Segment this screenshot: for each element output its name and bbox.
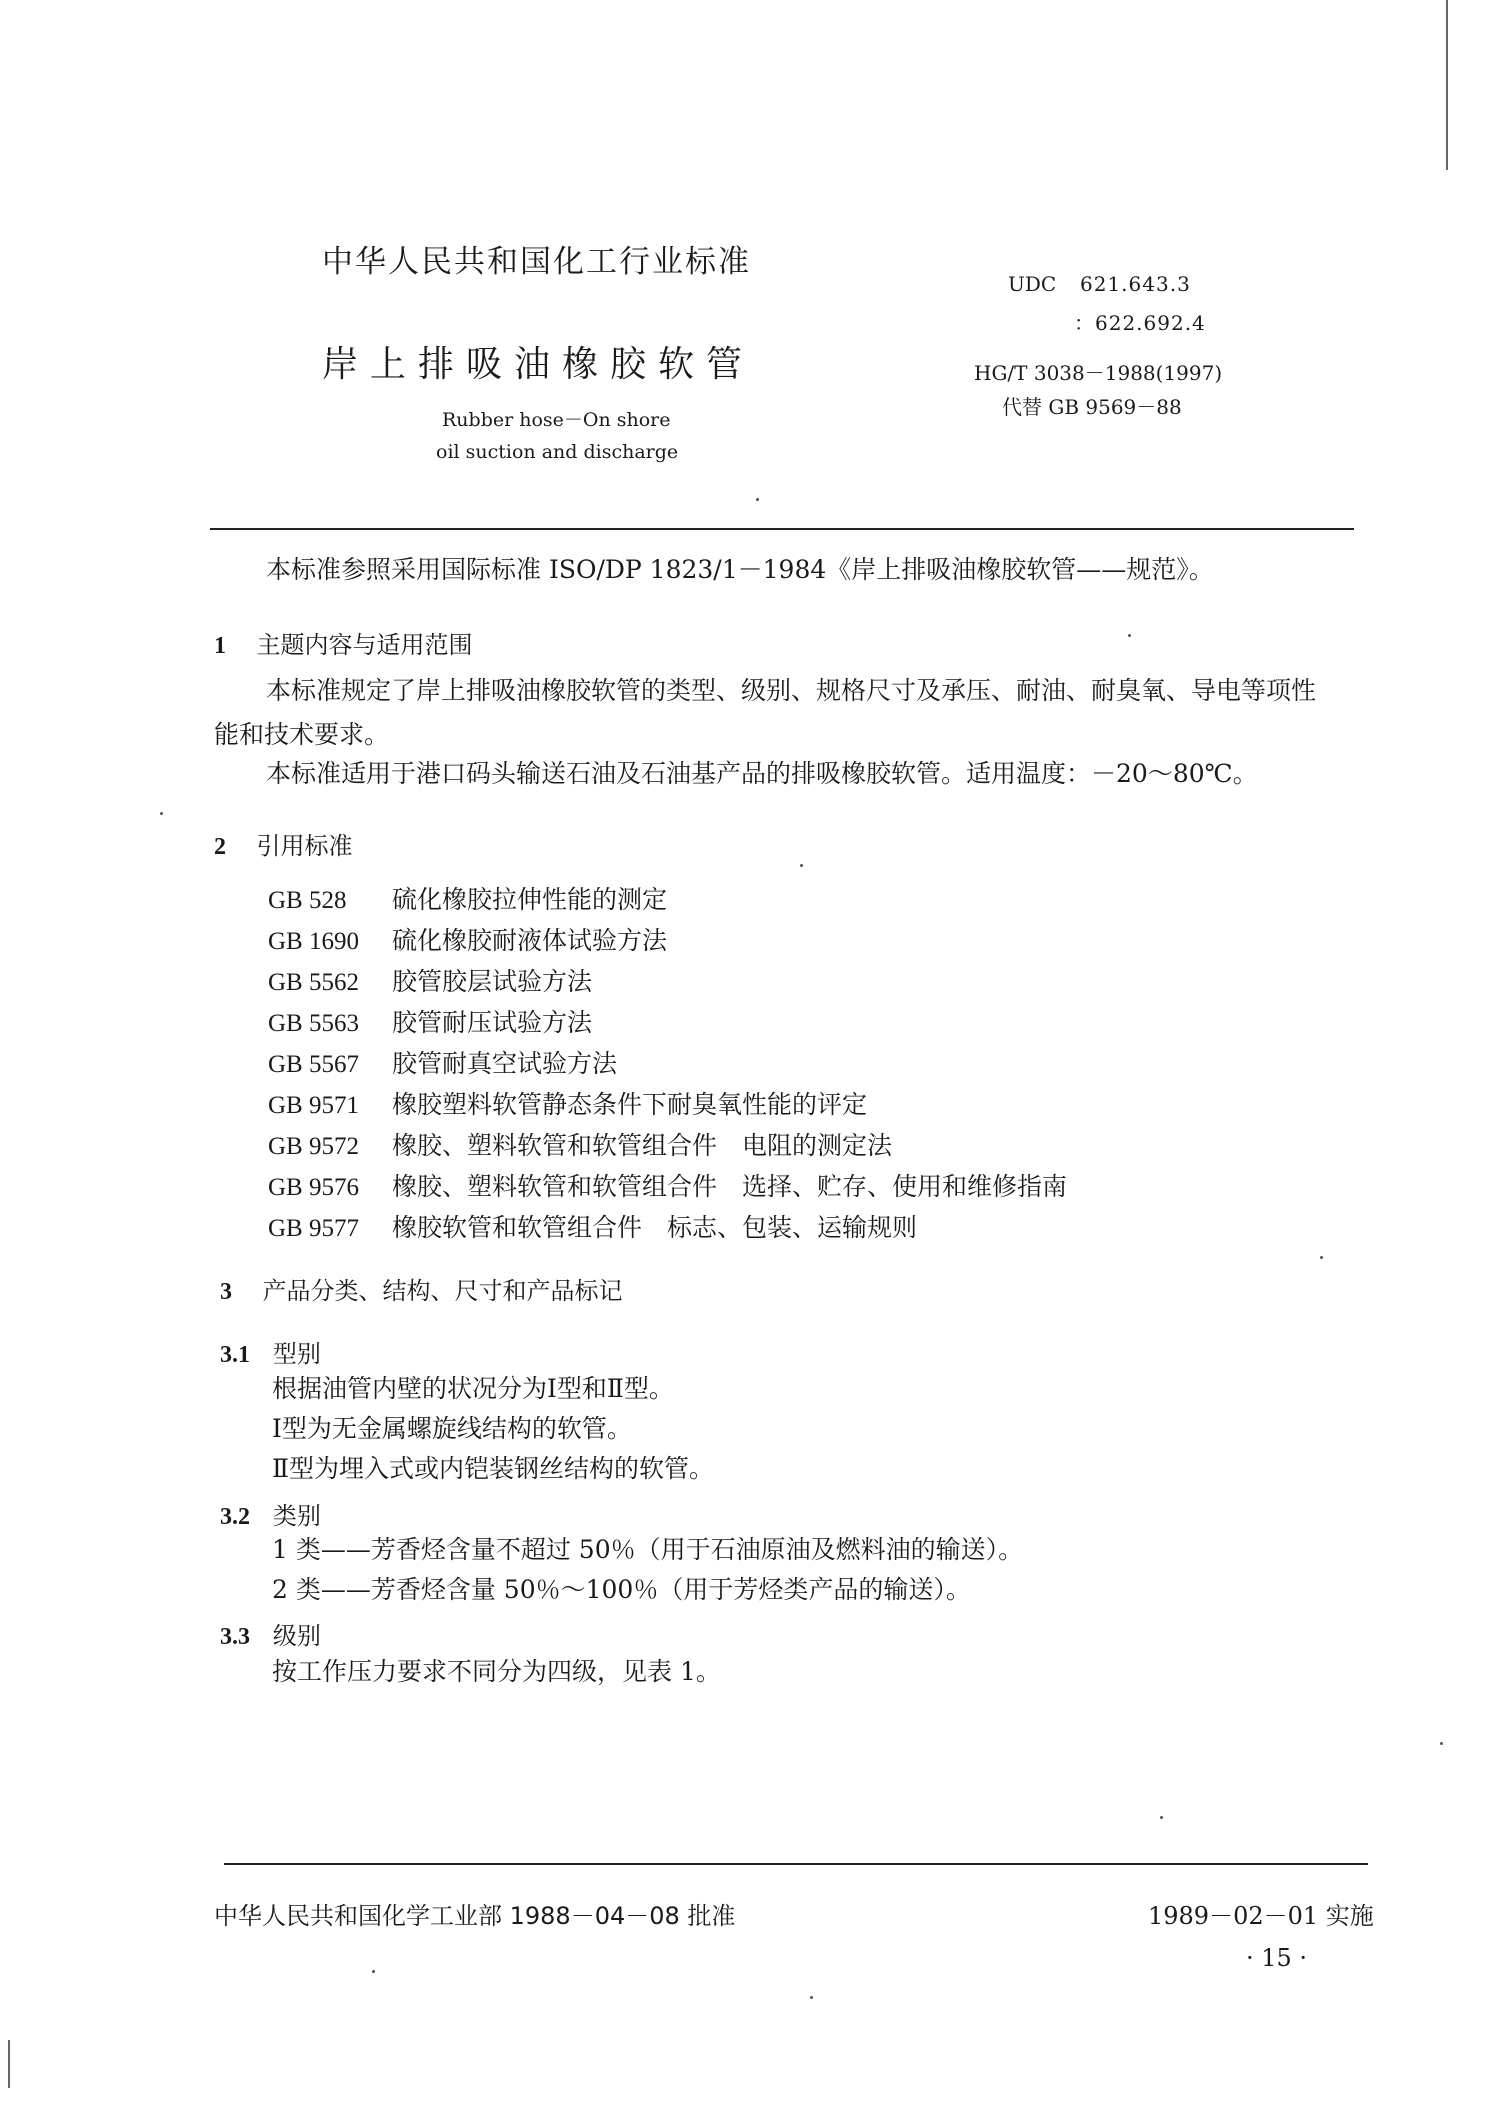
scan-edge-mark: [1446, 0, 1448, 170]
reference-title: 胶管耐压试验方法: [392, 1008, 593, 1037]
subsection-3-2-line: 1 类——芳香烃含量不超过 50％（用于石油原油及燃料油的输送）。: [272, 1535, 1024, 1564]
section-1-title: 主题内容与适用范围: [256, 631, 473, 659]
reference-item: [268, 962, 592, 998]
header-divider: [210, 528, 1354, 530]
reference-item: [268, 880, 667, 916]
scan-speck: [1440, 1742, 1443, 1745]
scan-speck: [756, 498, 759, 501]
scan-speck: [800, 864, 803, 867]
issuing-body: 中华人民共和国化工行业标准: [322, 244, 751, 280]
english-title-line1: Rubber hose－On shore: [442, 409, 671, 431]
reference-item: [268, 1003, 592, 1039]
reference-title: 胶管耐真空试验方法: [392, 1049, 618, 1078]
subsection-3-2-line: 2 类——芳香烃含量 50％～100％（用于芳烃类产品的输送）。: [272, 1575, 971, 1604]
udc-value-2: ：622.692.4: [1074, 311, 1206, 335]
section-1-number: 1: [214, 633, 226, 659]
section-2-title: 引用标准: [256, 832, 353, 860]
subsection-3-1-line: 根据油管内壁的状况分为Ⅰ型和Ⅱ型。: [272, 1374, 674, 1403]
reference-code: GB 5563: [268, 1010, 359, 1037]
section-3-title: 产品分类、结构、尺寸和产品标记: [262, 1277, 623, 1305]
subsection-3-1-number: 3.1: [220, 1342, 250, 1368]
subsection-3-1-title: 型别: [272, 1340, 321, 1368]
reference-title: 橡胶塑料软管静态条件下耐臭氧性能的评定: [392, 1090, 868, 1119]
section-1-para-1-line-2: 能和技术要求。: [214, 720, 390, 749]
subsection-3-3-title: 级别: [272, 1622, 321, 1650]
reference-title: 硫化橡胶耐液体试验方法: [392, 926, 668, 955]
reference-code: GB 9576: [268, 1174, 359, 1201]
reference-title: 橡胶、塑料软管和软管组合件 选择、贮存、使用和维修指南: [392, 1172, 1068, 1201]
reference-item: [268, 1167, 1067, 1203]
subsection-3-2-heading: [220, 1496, 321, 1531]
subsection-3-3-heading: [220, 1616, 321, 1651]
section-1-para-1-line-1: 本标准规定了岸上排吸油橡胶软管的类型、级别、规格尺寸及承压、耐油、耐臭氧、导电等项性: [266, 676, 1317, 705]
document-title: 岸上排吸油橡胶软管: [322, 344, 755, 385]
page-number: · 15 ·: [1246, 1944, 1308, 1972]
subsection-3-1-line: Ⅱ型为埋入式或内铠装钢丝结构的软管。: [272, 1454, 714, 1483]
intro-paragraph: 本标准参照采用国际标准 ISO/DP 1823/1－1984《岸上排吸油橡胶软管——规范》。: [266, 555, 1214, 584]
standard-code: HG/T 3038－1988(1997): [974, 361, 1223, 385]
subsection-3-2-number: 3.2: [220, 1504, 250, 1530]
reference-title: 橡胶软管和软管组合件 标志、包装、运输规则: [392, 1213, 918, 1242]
section-2-number: 2: [214, 834, 226, 860]
replaces-standard: 代替 GB 9569－88: [1002, 395, 1182, 419]
reference-item: [268, 1044, 617, 1080]
subsection-3-3-line: 按工作压力要求不同分为四级，见表 1。: [272, 1657, 721, 1686]
approval-line: 中华人民共和国化学工业部 1988－04－08 批准: [214, 1902, 736, 1930]
reference-code: GB 9571: [268, 1092, 359, 1119]
udc-label: UDC: [1008, 272, 1057, 296]
udc-value-1: 621.643.3: [1080, 272, 1191, 296]
subsection-3-3-number: 3.3: [220, 1624, 250, 1650]
scan-edge-mark: [8, 2040, 10, 2088]
effective-date: 1989－02－01 实施: [1148, 1902, 1374, 1930]
subsection-3-1-line: Ⅰ型为无金属螺旋线结构的软管。: [272, 1414, 632, 1443]
section-2-heading: [214, 826, 353, 861]
reference-title: 胶管胶层试验方法: [392, 967, 593, 996]
reference-code: GB 9577: [268, 1215, 359, 1242]
section-3-heading: [220, 1271, 623, 1306]
scan-speck: [1128, 634, 1131, 637]
reference-item: [268, 921, 667, 957]
section-3-number: 3: [220, 1279, 232, 1305]
reference-title: 硫化橡胶拉伸性能的测定: [392, 885, 668, 914]
section-1-heading: [214, 625, 473, 660]
scan-speck: [1320, 1256, 1323, 1259]
scan-speck: [1160, 1816, 1163, 1819]
reference-code: GB 5562: [268, 969, 359, 996]
footer-divider: [224, 1863, 1368, 1865]
scan-speck: [810, 1996, 813, 1999]
reference-item: [268, 1085, 867, 1121]
reference-item: [268, 1208, 917, 1244]
reference-item: [268, 1126, 892, 1162]
reference-code: GB 5567: [268, 1051, 359, 1078]
subsection-3-1-heading: [220, 1334, 321, 1369]
scan-speck: [160, 812, 163, 815]
reference-code: GB 9572: [268, 1133, 359, 1160]
scan-speck: [372, 1970, 375, 1973]
reference-code: GB 528: [268, 887, 347, 914]
section-1-para-2: 本标准适用于港口码头输送石油及石油基产品的排吸橡胶软管。适用温度：－20～80℃。: [266, 759, 1258, 788]
reference-code: GB 1690: [268, 928, 359, 955]
english-title-line2: oil suction and discharge: [436, 441, 679, 463]
reference-title: 橡胶、塑料软管和软管组合件 电阻的测定法: [392, 1131, 893, 1160]
subsection-3-2-title: 类别: [272, 1502, 321, 1530]
